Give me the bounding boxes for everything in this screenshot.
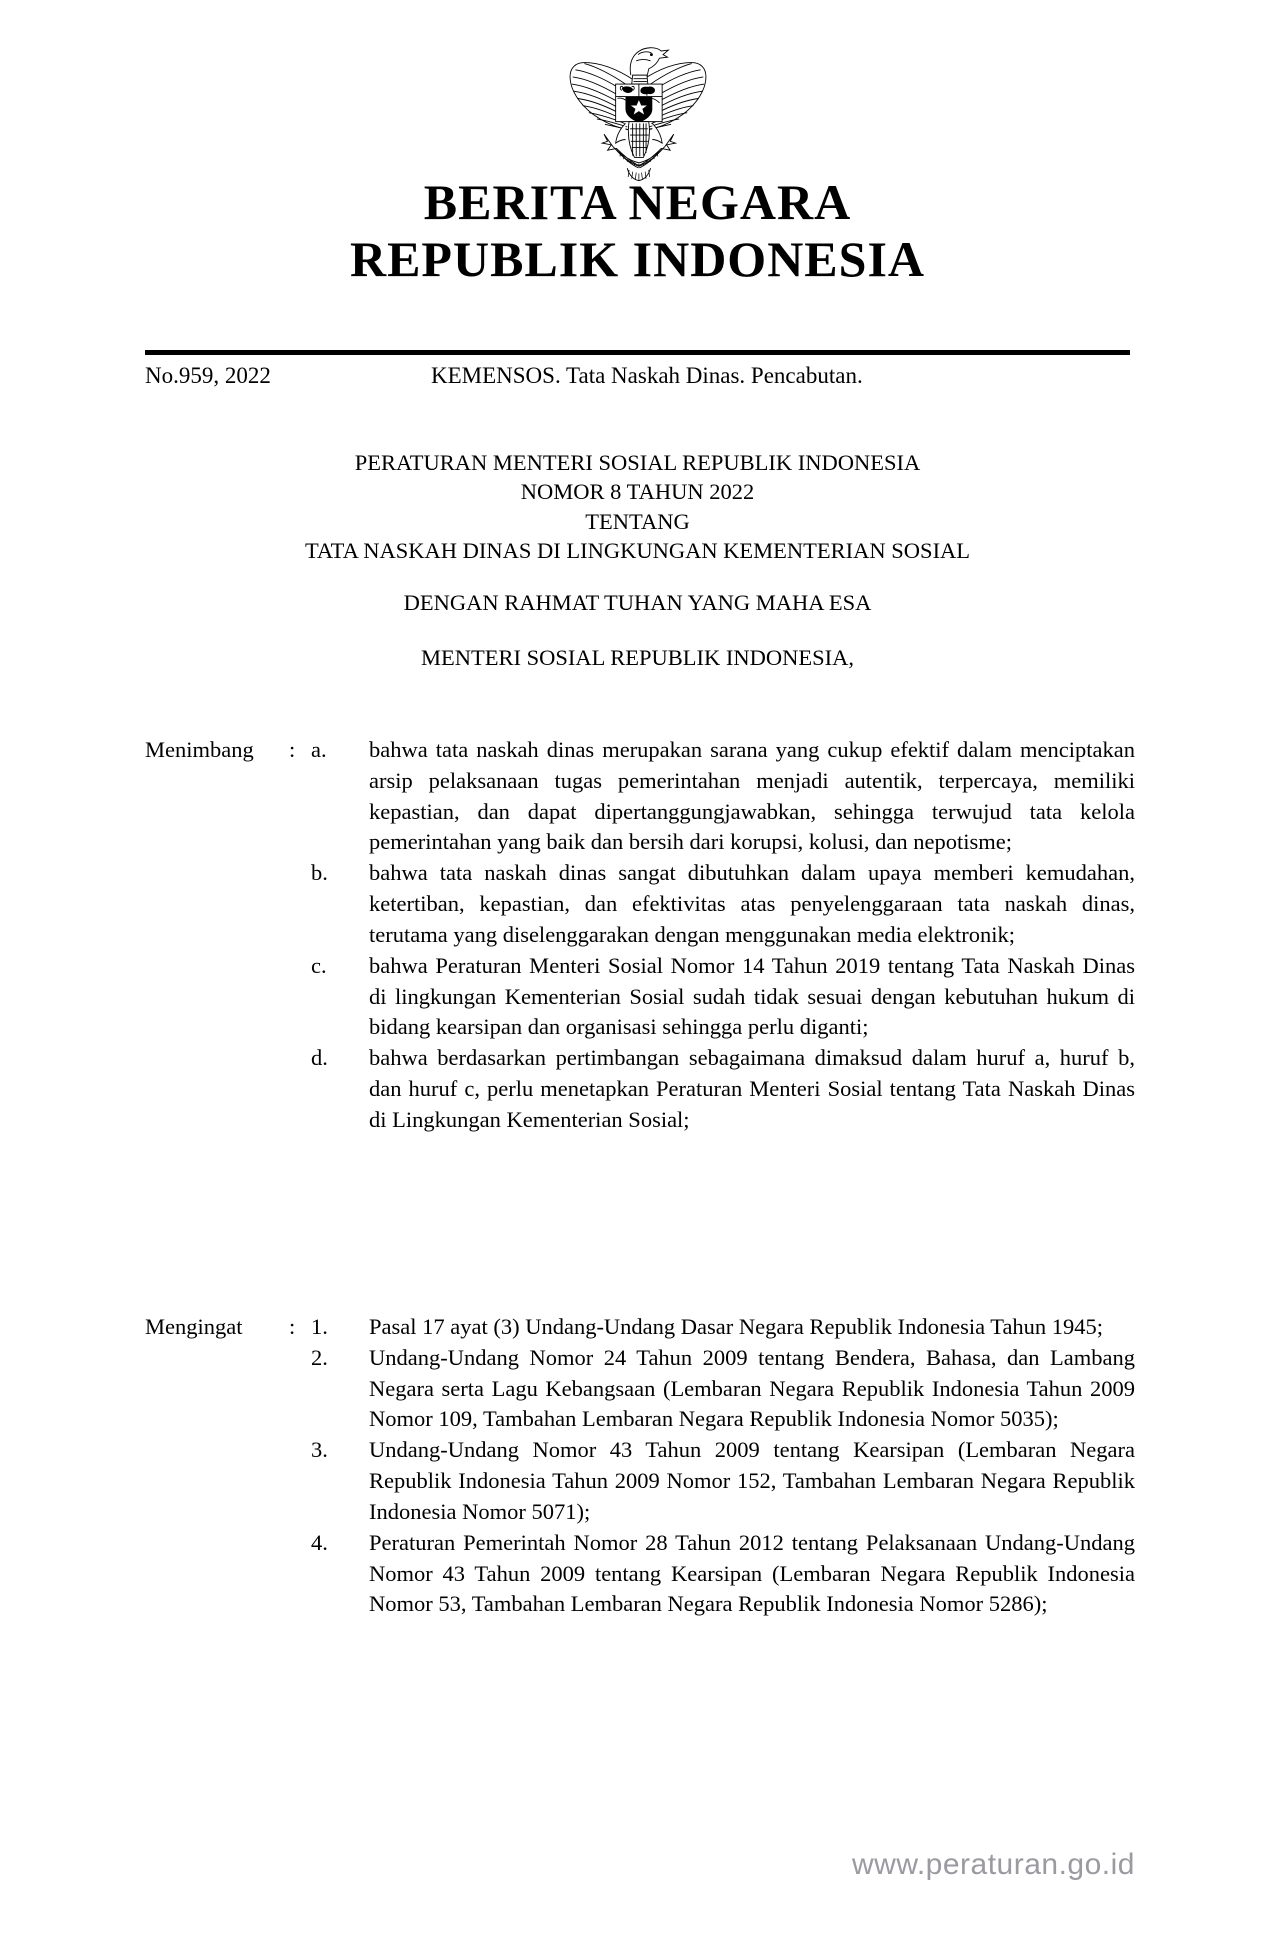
- masthead-line-republik-indonesia: REPUBLIK INDONESIA: [349, 231, 926, 287]
- masthead: [0, 176, 1275, 286]
- clause-row: [145, 1435, 1135, 1527]
- clause-marker: 3.: [311, 1437, 328, 1463]
- title-line-tentang: TENTANG: [585, 508, 690, 534]
- clause-row: [145, 735, 1135, 858]
- authority-line: MENTERI SOSIAL REPUBLIK INDONESIA,: [421, 645, 854, 670]
- clause-text: bahwa tata naskah dinas sangat dibutuhkan dalam upaya memberi kemudahan, ketertiban, kepastian, dan efektivitas atas penyelenggaraan tata naskah dinas, terutama yang diselenggarakan dengan menggunakan media elektronik;: [369, 860, 1135, 947]
- clause-text: bahwa berdasarkan pertimbangan sebagaimana dimaksud dalam huruf a, huruf b, dan huruf c, perlu menetapkan Peraturan Menteri Sosial tentang Tata Naskah Dinas di Lingkungan Kementerian Sosial;: [369, 1045, 1135, 1132]
- clause-row: [145, 951, 1135, 1043]
- footer-source-url: www.peraturan.go.id: [852, 1848, 1135, 1881]
- title-line-institution: PERATURAN MENTERI SOSIAL REPUBLIK INDONESIA: [354, 450, 921, 475]
- clause-marker: a.: [311, 737, 327, 762]
- section-label-mengingat: Mengingat: [145, 1314, 243, 1339]
- clause-text: bahwa Peraturan Menteri Sosial Nomor 14 Tahun 2019 tentang Tata Naskah Dinas di lingkungan Kementerian Sosial sudah tidak sesuai dengan kebutuhan hukum di bidang kearsipan dan organisasi sehingga perlu diganti;: [369, 952, 1135, 1040]
- header-divider-rule: [145, 350, 1130, 355]
- clause-row: [145, 1043, 1135, 1135]
- section-mengingat: [145, 1312, 1135, 1620]
- clause-marker: d.: [311, 1045, 328, 1071]
- clause-marker: 1.: [311, 1314, 328, 1339]
- blessing-line: DENGAN RAHMAT TUHAN YANG MAHA ESA: [403, 590, 872, 615]
- clause-text: Undang-Undang Nomor 24 Tahun 2009 tentang Bendera, Bahasa, dan Lambang Negara serta Lagu Kebangsaan (Lembaran Negara Republik Indonesia Tahun 2009 Nomor 109, Tambahan Lembaran Negara Republik Indonesia Nomor 5035);: [369, 1344, 1135, 1432]
- clause-marker: 2.: [311, 1344, 328, 1370]
- section-label-menimbang: Menimbang: [145, 737, 254, 762]
- clause-text: Undang-Undang Nomor 43 Tahun 2009 tentang Kearsipan (Lembaran Negara Republik Indonesia Tahun 2009 Nomor 152, Tambahan Lembaran Negara Republik Indonesia Nomor 5071);: [369, 1437, 1135, 1524]
- clause-row: [145, 1343, 1135, 1435]
- clause-marker: 4.: [311, 1529, 328, 1555]
- section-colon: :: [289, 1314, 296, 1339]
- regulation-title-block: [145, 448, 1130, 565]
- clause-text: bahwa tata naskah dinas merupakan sarana yang cukup efektif dalam menciptakan arsip pelaksanaan tugas pemerintahan menjadi autentik, terpercaya, memiliki kepastian, dan dapat dipertanggungjawabkan, sehingga terwujud tata kelola pemerintahan yang baik dan bersih dari korupsi, kolusi, dan nepotisme;: [369, 737, 1135, 855]
- title-line-number: NOMOR 8 TAHUN 2022: [520, 479, 755, 505]
- gazette-subject-keywords: KEMENSOS. Tata Naskah Dinas. Pencabutan.: [431, 363, 863, 388]
- clause-row: [145, 858, 1135, 950]
- title-line-subject: TATA NASKAH DINAS DI LINGKUNGAN KEMENTERIAN SOSIAL: [304, 537, 971, 563]
- garuda-pancasila-emblem: [548, 34, 728, 186]
- section-colon: :: [289, 737, 296, 762]
- section-menimbang: [145, 735, 1135, 1136]
- masthead-line-berita-negara: BERITA NEGARA: [423, 174, 852, 230]
- gazette-number: No.959, 2022: [145, 363, 271, 388]
- clause-marker: c.: [311, 952, 327, 978]
- clause-text: Pasal 17 ayat (3) Undang-Undang Dasar Negara Republik Indonesia Tahun 1945;: [369, 1314, 1104, 1339]
- emblem-container: [0, 34, 1275, 186]
- clause-text: Peraturan Pemerintah Nomor 28 Tahun 2012 tentang Pelaksanaan Undang-Undang Nomor 43 Tahun 2009 tentang Kearsipan (Lembaran Negara Republik Indonesia Nomor 53, Tambahan Lembaran Negara Republik Indonesia Nomor 5286);: [369, 1529, 1135, 1617]
- clause-row: [145, 1528, 1135, 1620]
- clause-row: [145, 1312, 1135, 1343]
- clause-marker: b.: [311, 860, 328, 886]
